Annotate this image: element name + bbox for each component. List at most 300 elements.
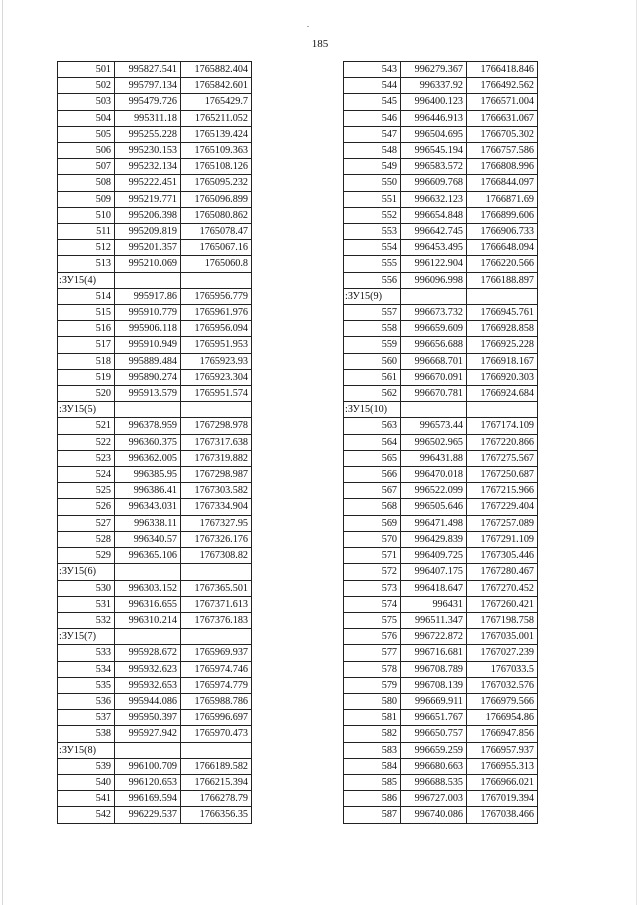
table-row — [58, 321, 252, 337]
empty-cell — [467, 288, 538, 304]
x-coordinate-cell: 996727.003 — [401, 791, 467, 807]
table-row — [58, 645, 252, 661]
coordinates-table-left-container — [57, 61, 252, 824]
scan-speck — [307, 26, 309, 27]
table-row — [344, 467, 538, 483]
x-coordinate-cell: 996650.757 — [401, 726, 467, 742]
y-coordinate-cell: 1766844.097 — [467, 175, 538, 191]
y-coordinate-cell: 1766492.562 — [467, 78, 538, 94]
y-coordinate-cell: 1765429.7 — [181, 94, 252, 110]
scan-edge-right — [636, 0, 637, 905]
x-coordinate-cell: 996343.031 — [115, 499, 181, 515]
point-number-cell: 531 — [58, 596, 115, 612]
point-number-cell: 520 — [58, 386, 115, 402]
point-number-cell: 506 — [58, 143, 115, 159]
table-row — [344, 175, 538, 191]
y-coordinate-cell: 1766808.996 — [467, 159, 538, 175]
y-coordinate-cell: 1765951.953 — [181, 337, 252, 353]
x-coordinate-cell: 996386.41 — [115, 483, 181, 499]
point-number-cell: 516 — [58, 321, 115, 337]
point-number-cell: 537 — [58, 710, 115, 726]
table-row — [344, 807, 538, 823]
x-coordinate-cell: 996120.653 — [115, 774, 181, 790]
point-number-cell: 515 — [58, 305, 115, 321]
y-coordinate-cell: 1767275.567 — [467, 450, 538, 466]
y-coordinate-cell: 1767033.5 — [467, 661, 538, 677]
table-row — [58, 224, 252, 240]
table-row — [58, 305, 252, 321]
table-row — [344, 159, 538, 175]
y-coordinate-cell: 1765970.473 — [181, 726, 252, 742]
table-row — [344, 548, 538, 564]
y-coordinate-cell: 1767215.966 — [467, 483, 538, 499]
y-coordinate-cell: 1766954.86 — [467, 710, 538, 726]
point-number-cell: 580 — [344, 693, 401, 709]
point-number-cell: 513 — [58, 256, 115, 272]
table-row — [58, 175, 252, 191]
y-coordinate-cell: 1766957.937 — [467, 742, 538, 758]
table-row — [344, 321, 538, 337]
point-number-cell: 551 — [344, 191, 401, 207]
x-coordinate-cell: 996365.106 — [115, 548, 181, 564]
y-coordinate-cell: 1765080.862 — [181, 207, 252, 223]
y-coordinate-cell: 1767032.576 — [467, 677, 538, 693]
table-row — [344, 596, 538, 612]
y-coordinate-cell: 1766631.067 — [467, 110, 538, 126]
point-number-cell: 502 — [58, 78, 115, 94]
x-coordinate-cell: 995950.397 — [115, 710, 181, 726]
point-number-cell: 582 — [344, 726, 401, 742]
table-row — [344, 726, 538, 742]
point-number-cell: 554 — [344, 240, 401, 256]
point-number-cell: 509 — [58, 191, 115, 207]
table-row — [344, 515, 538, 531]
x-coordinate-cell: 996609.768 — [401, 175, 467, 191]
point-number-cell: 557 — [344, 305, 401, 321]
table-row — [58, 369, 252, 385]
point-number-cell: 507 — [58, 159, 115, 175]
point-number-cell: 525 — [58, 483, 115, 499]
point-number-cell: 530 — [58, 580, 115, 596]
section-header-row — [58, 629, 252, 645]
table-row — [344, 774, 538, 790]
x-coordinate-cell: 995927.942 — [115, 726, 181, 742]
x-coordinate-cell: 996722.872 — [401, 629, 467, 645]
table-row — [344, 677, 538, 693]
point-number-cell: 529 — [58, 548, 115, 564]
y-coordinate-cell: 1767270.452 — [467, 580, 538, 596]
point-number-cell: 565 — [344, 450, 401, 466]
x-coordinate-cell: 996708.789 — [401, 661, 467, 677]
point-number-cell: 560 — [344, 353, 401, 369]
y-coordinate-cell: 1767260.421 — [467, 596, 538, 612]
x-coordinate-cell: 996446.913 — [401, 110, 467, 126]
section-label: :ЗУ15(5) — [58, 402, 115, 418]
x-coordinate-cell: 996303.152 — [115, 580, 181, 596]
y-coordinate-cell: 1766220.566 — [467, 256, 538, 272]
point-number-cell: 550 — [344, 175, 401, 191]
point-number-cell: 539 — [58, 758, 115, 774]
table-row — [58, 483, 252, 499]
table-row — [344, 612, 538, 628]
table-row — [58, 159, 252, 175]
table-row — [344, 126, 538, 142]
y-coordinate-cell: 1767038.466 — [467, 807, 538, 823]
table-row — [344, 742, 538, 758]
coordinates-table-right — [343, 61, 538, 824]
table-row — [344, 110, 538, 126]
point-number-cell: 562 — [344, 386, 401, 402]
x-coordinate-cell: 996740.086 — [401, 807, 467, 823]
y-coordinate-cell: 1767298.987 — [181, 467, 252, 483]
table-row — [344, 693, 538, 709]
y-coordinate-cell: 1767327.95 — [181, 515, 252, 531]
x-coordinate-cell: 995932.623 — [115, 661, 181, 677]
x-coordinate-cell: 996504.695 — [401, 126, 467, 142]
x-coordinate-cell: 995910.779 — [115, 305, 181, 321]
point-number-cell: 542 — [58, 807, 115, 823]
empty-cell — [115, 742, 181, 758]
y-coordinate-cell: 1765108.126 — [181, 159, 252, 175]
y-coordinate-cell: 1767291.109 — [467, 531, 538, 547]
section-header-row — [344, 402, 538, 418]
point-number-cell: 519 — [58, 369, 115, 385]
x-coordinate-cell: 995944.086 — [115, 693, 181, 709]
x-coordinate-cell: 996096.998 — [401, 272, 467, 288]
table-row — [344, 224, 538, 240]
table-row — [58, 758, 252, 774]
table-row — [344, 369, 538, 385]
point-number-cell: 584 — [344, 758, 401, 774]
y-coordinate-cell: 1766906.733 — [467, 224, 538, 240]
y-coordinate-cell: 1767308.82 — [181, 548, 252, 564]
y-coordinate-cell: 1766918.167 — [467, 353, 538, 369]
point-number-cell: 576 — [344, 629, 401, 645]
empty-cell — [115, 629, 181, 645]
y-coordinate-cell: 1765139.424 — [181, 126, 252, 142]
y-coordinate-cell: 1766945.761 — [467, 305, 538, 321]
section-header-row — [58, 402, 252, 418]
table-row — [58, 612, 252, 628]
y-coordinate-cell: 1765923.93 — [181, 353, 252, 369]
y-coordinate-cell: 1766928.858 — [467, 321, 538, 337]
x-coordinate-cell: 995219.771 — [115, 191, 181, 207]
empty-cell — [181, 272, 252, 288]
y-coordinate-cell: 1766571.004 — [467, 94, 538, 110]
y-coordinate-cell: 1766947.856 — [467, 726, 538, 742]
table-row — [58, 386, 252, 402]
table-row — [58, 62, 252, 78]
y-coordinate-cell: 1767019.394 — [467, 791, 538, 807]
x-coordinate-cell: 996673.732 — [401, 305, 467, 321]
table-row — [58, 710, 252, 726]
y-coordinate-cell: 1767326.176 — [181, 531, 252, 547]
point-number-cell: 577 — [344, 645, 401, 661]
x-coordinate-cell: 996511.347 — [401, 612, 467, 628]
point-number-cell: 532 — [58, 612, 115, 628]
x-coordinate-cell: 995906.118 — [115, 321, 181, 337]
point-number-cell: 561 — [344, 369, 401, 385]
table-row — [58, 288, 252, 304]
table-row — [344, 661, 538, 677]
y-coordinate-cell: 1765923.304 — [181, 369, 252, 385]
point-number-cell: 527 — [58, 515, 115, 531]
table-row — [344, 645, 538, 661]
x-coordinate-cell: 996229.537 — [115, 807, 181, 823]
table-row — [344, 386, 538, 402]
y-coordinate-cell: 1766955.313 — [467, 758, 538, 774]
x-coordinate-cell: 996100.709 — [115, 758, 181, 774]
point-number-cell: 541 — [58, 791, 115, 807]
section-label: :ЗУ15(9) — [344, 288, 401, 304]
table-row — [58, 726, 252, 742]
coordinates-table-left — [57, 61, 252, 824]
table-row — [344, 791, 538, 807]
x-coordinate-cell: 996708.139 — [401, 677, 467, 693]
point-number-cell: 533 — [58, 645, 115, 661]
x-coordinate-cell: 995827.541 — [115, 62, 181, 78]
y-coordinate-cell: 1765988.786 — [181, 693, 252, 709]
point-number-cell: 578 — [344, 661, 401, 677]
table-row — [58, 434, 252, 450]
x-coordinate-cell: 996583.572 — [401, 159, 467, 175]
y-coordinate-cell: 1765882.404 — [181, 62, 252, 78]
point-number-cell: 569 — [344, 515, 401, 531]
point-number-cell: 563 — [344, 418, 401, 434]
table-row — [58, 531, 252, 547]
y-coordinate-cell: 1765974.779 — [181, 677, 252, 693]
table-row — [58, 661, 252, 677]
x-coordinate-cell: 996505.646 — [401, 499, 467, 515]
table-row — [344, 143, 538, 159]
table-row — [344, 758, 538, 774]
x-coordinate-cell: 996310.214 — [115, 612, 181, 628]
y-coordinate-cell: 1765096.899 — [181, 191, 252, 207]
x-coordinate-cell: 996670.091 — [401, 369, 467, 385]
point-number-cell: 573 — [344, 580, 401, 596]
x-coordinate-cell: 996431 — [401, 596, 467, 612]
point-number-cell: 549 — [344, 159, 401, 175]
point-number-cell: 536 — [58, 693, 115, 709]
y-coordinate-cell: 1767198.758 — [467, 612, 538, 628]
table-row — [58, 807, 252, 823]
table-row — [58, 353, 252, 369]
point-number-cell: 512 — [58, 240, 115, 256]
table-row — [344, 191, 538, 207]
x-coordinate-cell: 995797.134 — [115, 78, 181, 94]
x-coordinate-cell: 995222.451 — [115, 175, 181, 191]
point-number-cell: 546 — [344, 110, 401, 126]
x-coordinate-cell: 996279.367 — [401, 62, 467, 78]
section-header-row — [58, 272, 252, 288]
point-number-cell: 526 — [58, 499, 115, 515]
section-label: :ЗУ15(6) — [58, 564, 115, 580]
table-row — [58, 499, 252, 515]
empty-cell — [467, 402, 538, 418]
table-row — [344, 531, 538, 547]
point-number-cell: 514 — [58, 288, 115, 304]
table-row — [58, 143, 252, 159]
table-row — [58, 548, 252, 564]
table-row — [58, 515, 252, 531]
point-number-cell: 534 — [58, 661, 115, 677]
y-coordinate-cell: 1766705.302 — [467, 126, 538, 142]
table-row — [58, 256, 252, 272]
table-row — [344, 483, 538, 499]
point-number-cell: 518 — [58, 353, 115, 369]
x-coordinate-cell: 996651.767 — [401, 710, 467, 726]
table-row — [344, 580, 538, 596]
x-coordinate-cell: 996659.609 — [401, 321, 467, 337]
table-row — [344, 564, 538, 580]
x-coordinate-cell: 996360.375 — [115, 434, 181, 450]
point-number-cell: 540 — [58, 774, 115, 790]
table-row — [58, 207, 252, 223]
point-number-cell: 571 — [344, 548, 401, 564]
x-coordinate-cell: 996632.123 — [401, 191, 467, 207]
y-coordinate-cell: 1766966.021 — [467, 774, 538, 790]
point-number-cell: 586 — [344, 791, 401, 807]
x-coordinate-cell: 995928.672 — [115, 645, 181, 661]
y-coordinate-cell: 1767220.866 — [467, 434, 538, 450]
section-label: :ЗУ15(4) — [58, 272, 115, 288]
point-number-cell: 503 — [58, 94, 115, 110]
table-row — [344, 78, 538, 94]
section-label: :ЗУ15(7) — [58, 629, 115, 645]
table-row — [58, 240, 252, 256]
point-number-cell: 568 — [344, 499, 401, 515]
x-coordinate-cell: 996407.175 — [401, 564, 467, 580]
point-number-cell: 501 — [58, 62, 115, 78]
y-coordinate-cell: 1767250.687 — [467, 467, 538, 483]
table-row — [344, 629, 538, 645]
table-row — [344, 62, 538, 78]
x-coordinate-cell: 996668.701 — [401, 353, 467, 369]
table-row — [344, 710, 538, 726]
y-coordinate-cell: 1767280.467 — [467, 564, 538, 580]
point-number-cell: 574 — [344, 596, 401, 612]
y-coordinate-cell: 1765951.574 — [181, 386, 252, 402]
point-number-cell: 547 — [344, 126, 401, 142]
scan-edge-left — [2, 0, 3, 905]
y-coordinate-cell: 1766757.586 — [467, 143, 538, 159]
point-number-cell: 553 — [344, 224, 401, 240]
point-number-cell: 545 — [344, 94, 401, 110]
y-coordinate-cell: 1767317.638 — [181, 434, 252, 450]
table-row — [344, 305, 538, 321]
table-row — [58, 467, 252, 483]
y-coordinate-cell: 1766979.566 — [467, 693, 538, 709]
empty-cell — [181, 564, 252, 580]
y-coordinate-cell: 1767365.501 — [181, 580, 252, 596]
empty-cell — [401, 288, 467, 304]
y-coordinate-cell: 1766418.846 — [467, 62, 538, 78]
point-number-cell: 583 — [344, 742, 401, 758]
y-coordinate-cell: 1765956.094 — [181, 321, 252, 337]
point-number-cell: 575 — [344, 612, 401, 628]
y-coordinate-cell: 1765060.8 — [181, 256, 252, 272]
point-number-cell: 566 — [344, 467, 401, 483]
table-row — [58, 110, 252, 126]
y-coordinate-cell: 1765956.779 — [181, 288, 252, 304]
x-coordinate-cell: 996400.123 — [401, 94, 467, 110]
table-row — [344, 207, 538, 223]
table-row — [58, 418, 252, 434]
table-row — [58, 774, 252, 790]
x-coordinate-cell: 996654.848 — [401, 207, 467, 223]
point-number-cell: 564 — [344, 434, 401, 450]
table-row — [344, 94, 538, 110]
y-coordinate-cell: 1766189.582 — [181, 758, 252, 774]
table-row — [344, 353, 538, 369]
table-row — [344, 337, 538, 353]
point-number-cell: 587 — [344, 807, 401, 823]
x-coordinate-cell: 996642.745 — [401, 224, 467, 240]
point-number-cell: 538 — [58, 726, 115, 742]
x-coordinate-cell: 995479.726 — [115, 94, 181, 110]
point-number-cell: 579 — [344, 677, 401, 693]
point-number-cell: 552 — [344, 207, 401, 223]
section-header-row — [344, 288, 538, 304]
x-coordinate-cell: 995932.653 — [115, 677, 181, 693]
x-coordinate-cell: 996573.44 — [401, 418, 467, 434]
point-number-cell: 570 — [344, 531, 401, 547]
x-coordinate-cell: 996545.194 — [401, 143, 467, 159]
table-row — [344, 272, 538, 288]
point-number-cell: 555 — [344, 256, 401, 272]
table-row — [58, 450, 252, 466]
y-coordinate-cell: 1765996.697 — [181, 710, 252, 726]
y-coordinate-cell: 1765842.601 — [181, 78, 252, 94]
section-label: :ЗУ15(10) — [344, 402, 401, 418]
x-coordinate-cell: 996337.92 — [401, 78, 467, 94]
y-coordinate-cell: 1765095.232 — [181, 175, 252, 191]
point-number-cell: 523 — [58, 450, 115, 466]
x-coordinate-cell: 995910.949 — [115, 337, 181, 353]
table-row — [58, 78, 252, 94]
y-coordinate-cell: 1767371.613 — [181, 596, 252, 612]
x-coordinate-cell: 996378.959 — [115, 418, 181, 434]
y-coordinate-cell: 1766356.35 — [181, 807, 252, 823]
x-coordinate-cell: 996316.655 — [115, 596, 181, 612]
empty-cell — [181, 742, 252, 758]
y-coordinate-cell: 1767027.239 — [467, 645, 538, 661]
y-coordinate-cell: 1766648.094 — [467, 240, 538, 256]
table-row — [58, 580, 252, 596]
y-coordinate-cell: 1766925.228 — [467, 337, 538, 353]
point-number-cell: 544 — [344, 78, 401, 94]
empty-cell — [115, 402, 181, 418]
point-number-cell: 510 — [58, 207, 115, 223]
y-coordinate-cell: 1766871.69 — [467, 191, 538, 207]
table-row — [58, 94, 252, 110]
x-coordinate-cell: 995255.228 — [115, 126, 181, 142]
x-coordinate-cell: 996338.11 — [115, 515, 181, 531]
x-coordinate-cell: 996122.904 — [401, 256, 467, 272]
y-coordinate-cell: 1767319.882 — [181, 450, 252, 466]
table-row — [58, 337, 252, 353]
y-coordinate-cell: 1767298.978 — [181, 418, 252, 434]
table-row — [58, 677, 252, 693]
point-number-cell: 559 — [344, 337, 401, 353]
point-number-cell: 524 — [58, 467, 115, 483]
x-coordinate-cell: 995206.398 — [115, 207, 181, 223]
x-coordinate-cell: 995913.579 — [115, 386, 181, 402]
x-coordinate-cell: 995890.274 — [115, 369, 181, 385]
x-coordinate-cell: 996409.725 — [401, 548, 467, 564]
x-coordinate-cell: 996680.663 — [401, 758, 467, 774]
point-number-cell: 585 — [344, 774, 401, 790]
